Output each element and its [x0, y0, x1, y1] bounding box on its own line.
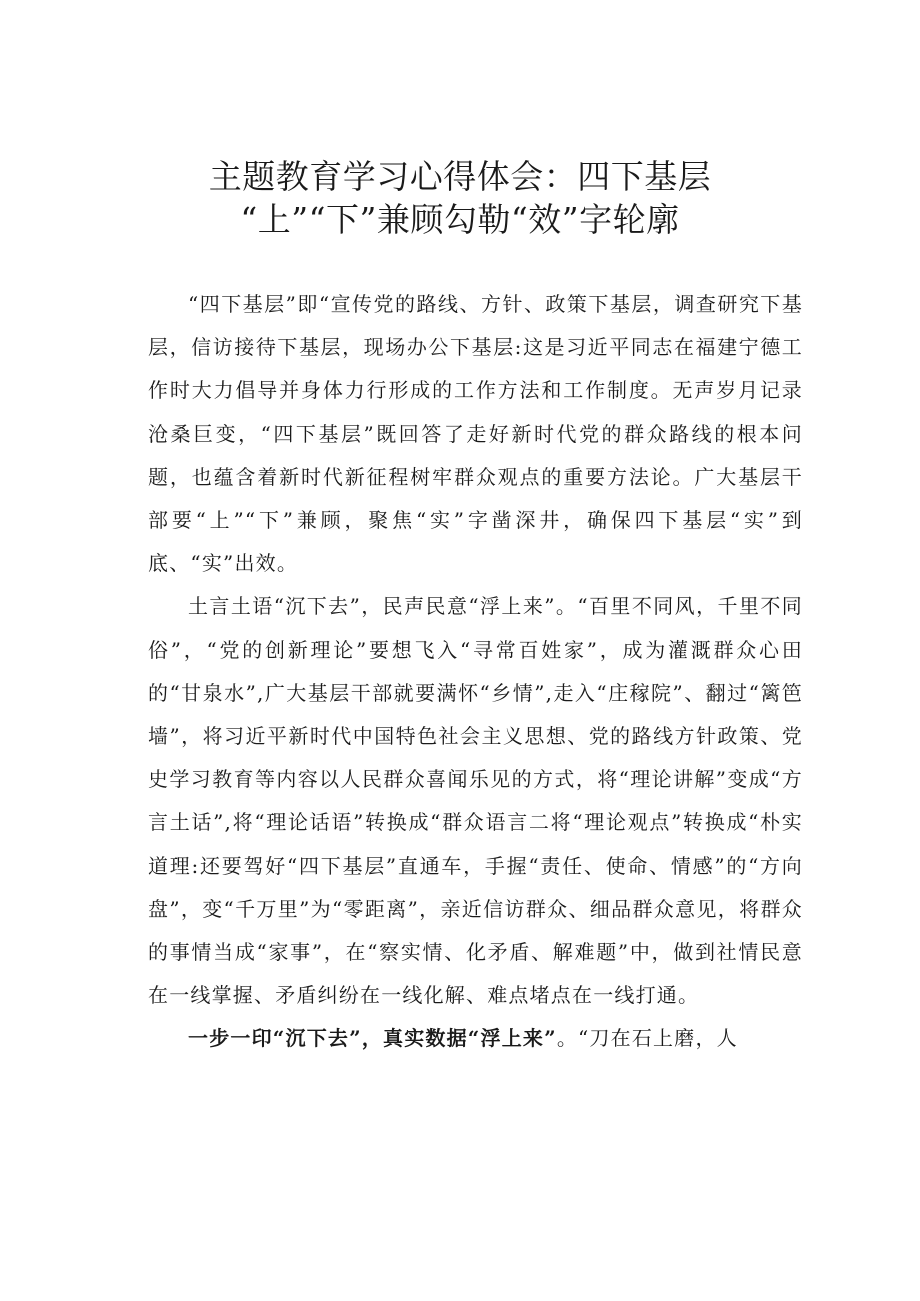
paragraph-3-text: 。“刀在石上磨，人	[556, 1026, 738, 1051]
paragraph-2: 土言土语“沉下去”，民声民意“浮上来”。“百里不同风，千里不同俗”，“党的创新理论”要想飞入“寻常百姓家”，成为灌溉群众心田的“甘泉水”,广大基层干部就要满怀“乡情”,走入“庄稼院”、翻过“篱笆墙”，将习近平新时代中国特色社会主义思想、党的路线方针政策、党史学习教育等内容以人民群众喜闻乐见的方式，将“理论讲解”变成“方言土话”,将“理论话语”转换成“群众语言二将“理论观点”转换成“朴实道理:还要驾好“四下基层”直通车，手握“责任、使命、情感”的“方向盘”，变“千万里”为“零距离”，亲近信访群众、细品群众意见，将群众的事情当成“家事”，在“察实情、化矛盾、解难题”中，做到社情民意在一线掌握、矛盾纠纷在一线化解、难点堵点在一线打通。	[148, 594, 803, 1008]
document-title-line-1: 主题教育学习心得体会：四下基层	[208, 157, 712, 196]
paragraph-3-bold-lead: 一步一印“沉下去”，真实数据“浮上来”	[188, 1026, 557, 1051]
paragraph-3	[148, 1017, 803, 1060]
document-title-line-2: “上”“下”兼顾勾勒“效”字轮廓	[240, 200, 680, 239]
paragraph-1: “四下基层”即“宣传党的路线、方针、政策下基层，调查研究下基层，信访接待下基层，现场办公下基层:这是习近平同志在福建宁德工作时大力倡导并身体力行形成的工作方法和工作制度。无声岁月记录沧桑巨变，“四下基层”既回答了走好新时代党的群众路线的根本问题，也蕴含着新时代新征程树牢群众观点的重要方法论。广大基层干部要“上”“下”兼顾，聚焦“实”字凿深井，确保四下基层“实”到底、“实”出效。	[148, 292, 803, 576]
document-body	[148, 283, 803, 1061]
